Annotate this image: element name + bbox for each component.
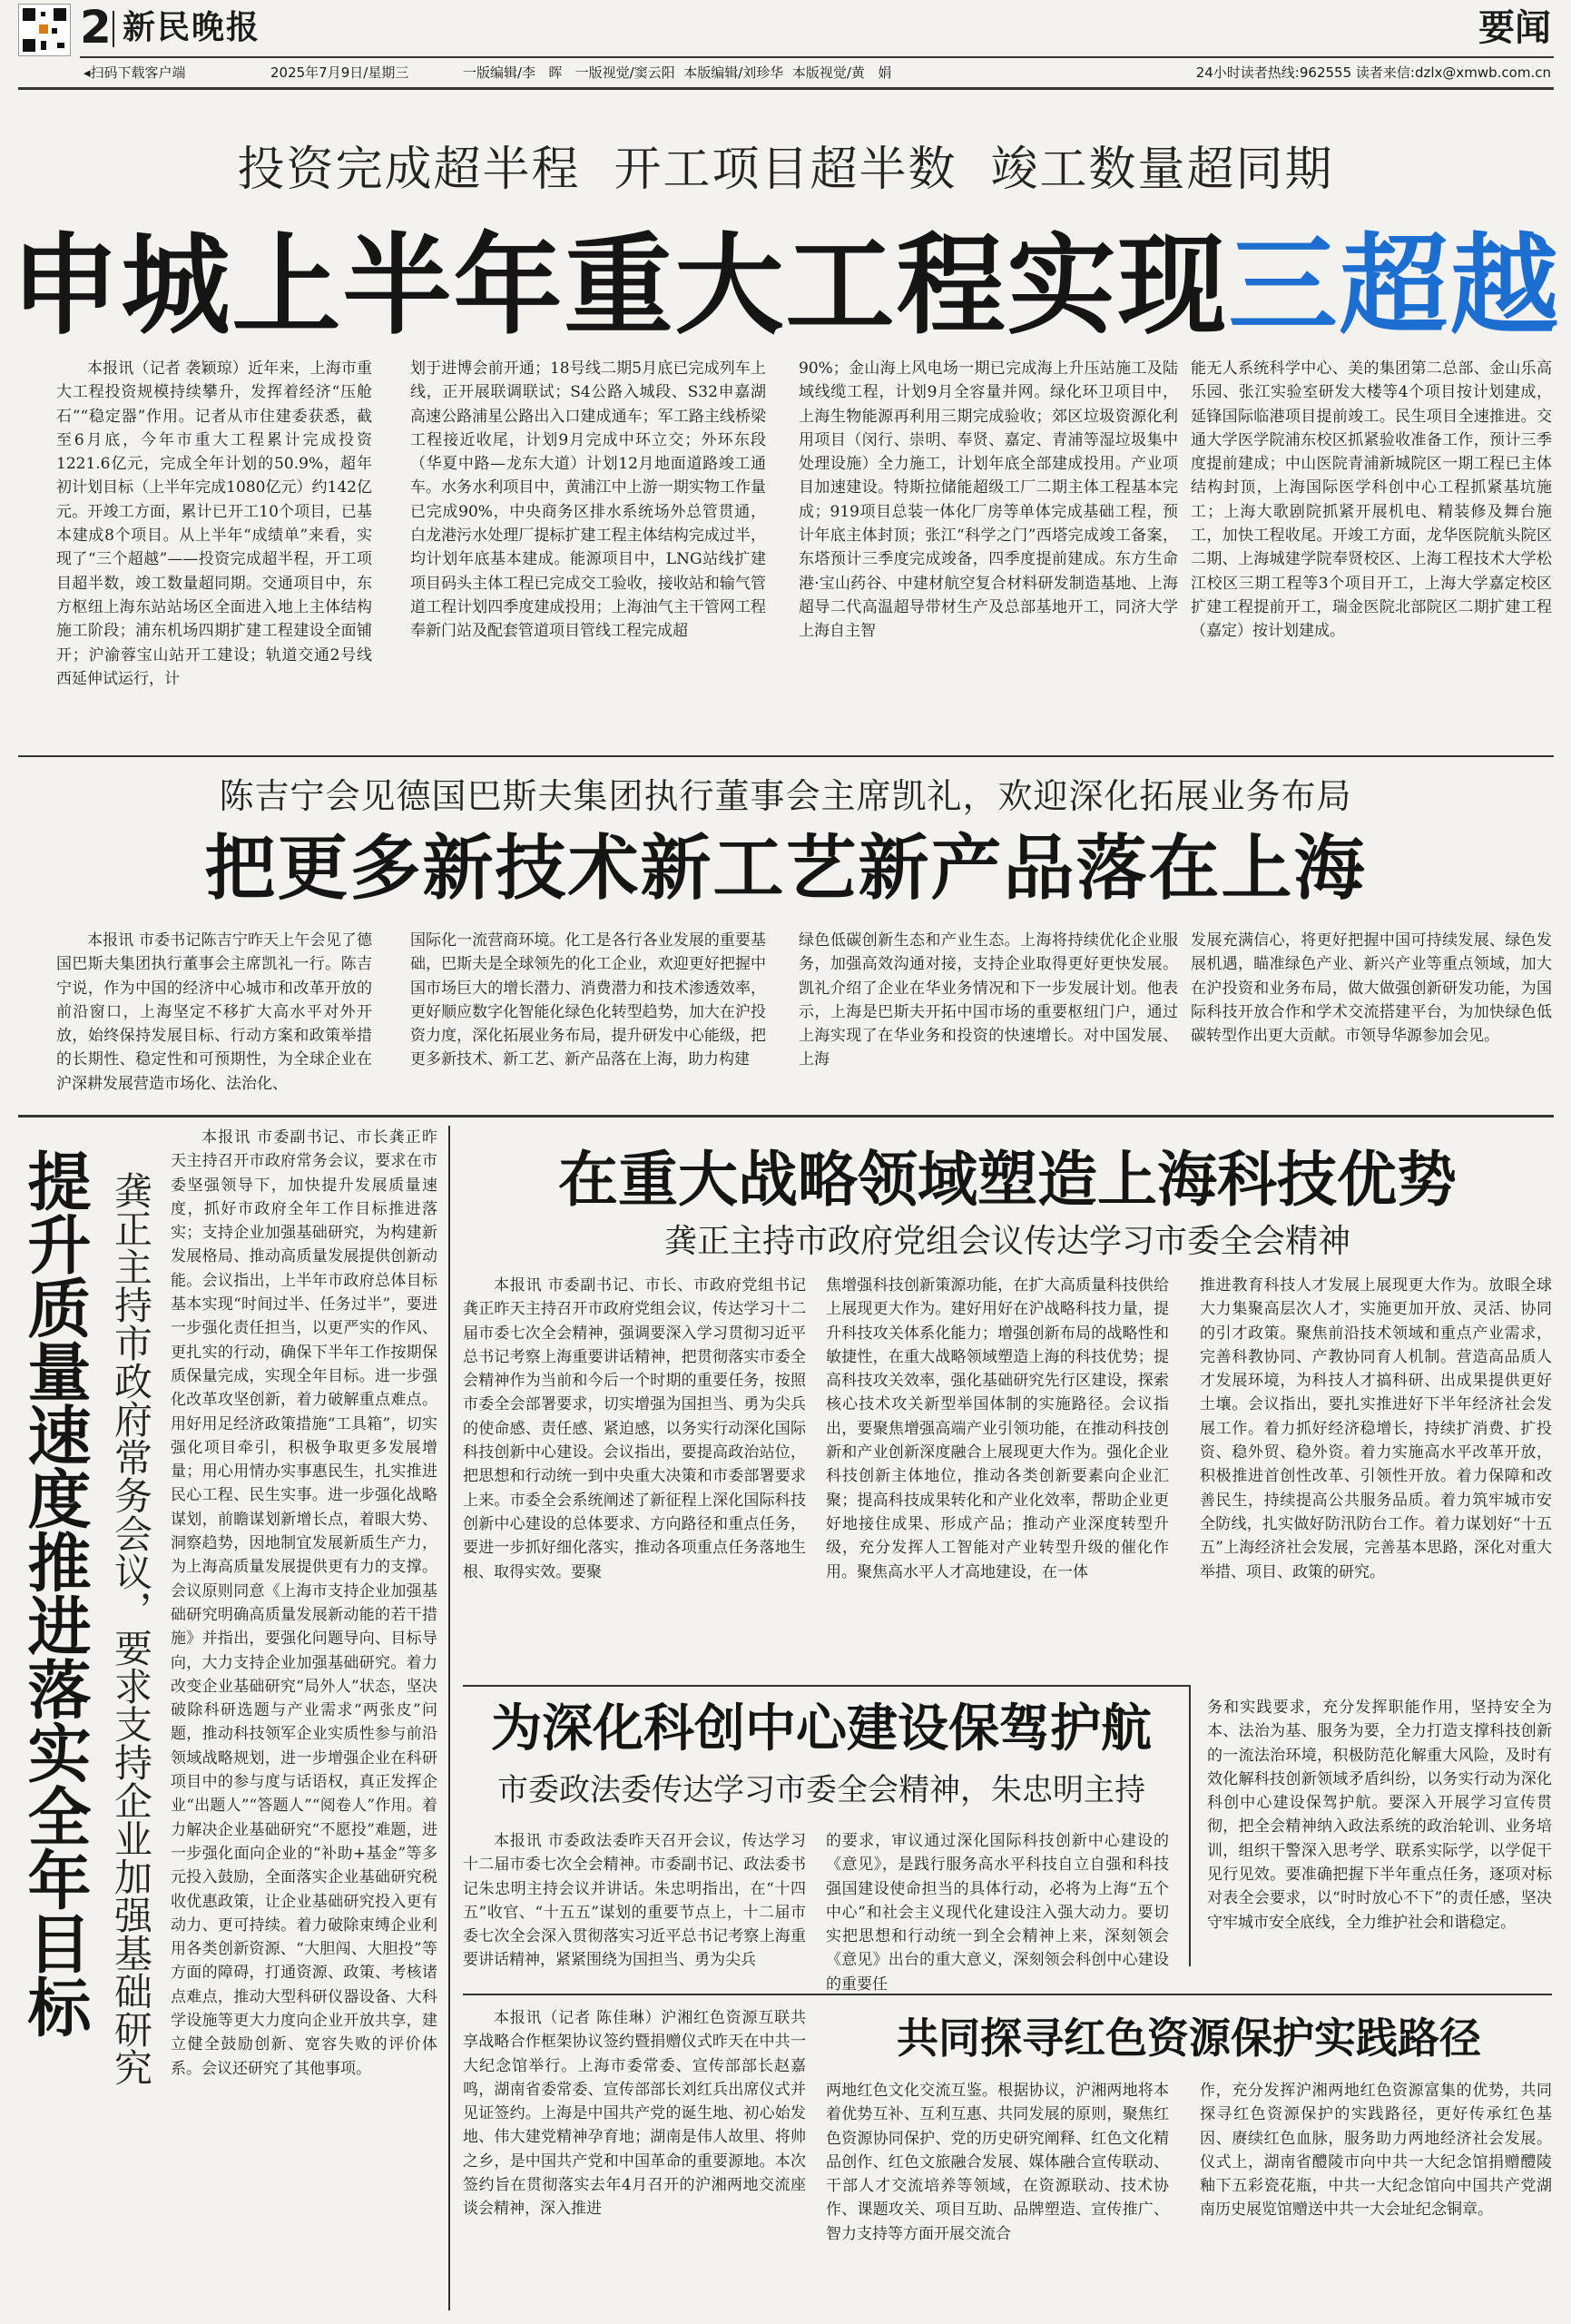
story4-bottom-rule [463, 1685, 1189, 1687]
story1-column-2: 划于进博会前开通；18号线二期5月底已完成列车上线，正开展联调联试；S4公路入城段、S32申嘉湖高速公路浦星公路出入口建成通车；军工路主线桥梁工程接近收尾，计划9月完成中环立交；外环东段（华夏中路—龙东大道）计划12月地面道路竣工通车。水务水利项目中，黄浦江中上游一期实物工作量已完成90%，中央商务区排水系统场外总管贯通，白龙港污水处理厂提标扩建工程主体结构完成过半，均计划年底基本建成。能源项目中，LNG站线扩建项目码头主体工程已完成交工验收，接收站和输气管道工程计划四季度建成投用；上海油气主干管网工程奉新门站及配套管道项目管线工程完成超 [410, 359, 766, 641]
story2-column-3: 绿色低碳创新生态和产业生态。上海将持续优化企业服务，加强高效沟通对接，支持企业取得更好更快发展。凯礼介绍了企业在华业务情况和下一步发展计划。他表示，上海是巴斯夫开拓中国市场的重要枢纽门户，通过上海实现了在华业务和投资的快速增长。对中国发展、上海 [799, 931, 1178, 1069]
story5-headline: 为深化科创中心建设保驾护航 [491, 1699, 1152, 1758]
story6-headline: 共同探寻红色资源保护实践路径 [897, 2014, 1481, 2063]
header-divider [113, 11, 114, 47]
story3-body-area [18, 1126, 437, 2310]
story5-subhead: 市委政法委传达学习市委全会精神，朱忠明主持 [497, 1772, 1145, 1808]
story4-column-3: 推进教育科技人才发展上展现更大作为。放眼全球大力集聚高层次人才，实施更加开放、灵活、协同的引才政策。聚焦前沿技术领域和重点产业需求，完善科教协同、产教协同育人机制。营造高品质人才发展环境，为科技人才搞科研、出成果提供更好土壤。会议指出，要扎实推进好下半年经济社会发展工作。着力抓好经济稳增长，持续扩消费、扩投资、稳外贸、稳外资。着力实施高水平改革开放，积极推进首创性改革、引领性开放。着力保障和改善民生，持续提高公共服务品质。着力筑牢城市安全防线，扎实做好防汛防台工作。着力谋划好“十五五”上海经济社会发展，完善基本思路，深化对重大举措、项目、政策的研究。 [1200, 1276, 1552, 1581]
section-name: 要闻 [1478, 7, 1551, 49]
story2-kicker: 陈吉宁会见德国巴斯夫集团执行董事会主席凯礼，欢迎深化拓展业务布局 [219, 776, 1352, 816]
story6-column-1: 本报讯（记者 陈佳琳）沪湘红色资源互联共享战略合作框架协议签约暨捐赠仪式昨天在中共一大纪念馆举行。上海市委常委、宣传部部长赵嘉鸣，湖南省委常委、宣传部部长刘红兵出席仪式并见证签约。上海是中国共产党的诞生地、初心始发地、伟大建党精神孕育地；湖南是伟人故里、将帅之乡，是中国共产党和中国革命的重要源地。本次签约旨在贯彻落实去年4月召开的沪湘两地交流座谈会精神，深入推进 [463, 2009, 806, 2219]
header-top-rule [80, 56, 1554, 58]
story4-column-2: 焦增强科技创新策源功能，在扩大高质量科技供给上展现更大作为。建好用好在沪战略科技力量，提升科技攻关体系化能力；增强创新布局的战略性和敏捷性，在重大战略领域塑造上海的科技优势；提高科技攻关效率，强化基础研究先行区建设，探索核心技术攻关新型举国体制的实施路径。会议指出，要聚焦增强高端产业引领功能，在推动科技创新和产业创新深度融合上展现更大作为。强化企业科技创新主体地位，推动各类创新要素向企业汇聚；提高科技成果转化和产业化效率，帮助企业更好地接住成果、形成产品；推动产业深度转型升级，充分发挥人工智能对产业转型升级的催化作用。聚焦高水平人才高地建设，在一体 [826, 1276, 1169, 1581]
page-number: 2 [80, 1, 112, 54]
story5-bottom-rule [463, 1994, 1552, 1995]
story1-headline-main: 申城上半年重大工程实现 [10, 223, 1229, 350]
story5-column-2: 的要求，审议通过深化国际科技创新中心建设的《意见》，是践行服务高水平科技自立自强和科技强国建设使命担当的具体行动，必将为上海“五个中心”和社会主义现代化建设注入强大动力。要切实把思想和行动统一到全会精神上来，深刻领会《意见》出台的重大意义，深刻领会科创中心建设的重要任 [826, 1832, 1169, 1994]
story4-headline: 在重大战略领域塑造上海科技优势 [558, 1145, 1457, 1215]
story2-bottom-rule [18, 1115, 1554, 1118]
story1-headline [0, 225, 1571, 349]
masthead: 新民晚报 [123, 8, 261, 46]
story4-subhead: 龚正主持市政府党组会议传达学习市委全会精神 [663, 1223, 1350, 1260]
story2-headline: 把更多新技术新工艺新产品落在上海 [204, 828, 1367, 910]
story1-column-3: 90%；金山海上风电场一期已完成海上升压站施工及陆域线缆工程，计划9月全容量并网。绿化环卫项目中，上海生物能源再利用三期完成验收；郊区垃圾资源化利用项目（闵行、崇明、奉贤、嘉定、青浦等湿垃圾集中处理设施）全力施工，计划年底全部建成投用。产业项目加速建设。特斯拉储能超级工厂二期主体工程基本完成；919项目总装一体化厂房等单体完成基础工程，预计年底主体封顶；张江“科学之门”西塔完成竣工备案，东塔预计三季度完成竣备，四季度提前建成。东方生命港·宝山药谷、中建材航空复合材料研发制造基地、上海超导二代高温超导带材生产及总部基地开工，同济大学上海自主智 [799, 359, 1178, 641]
story1-headline-accent: 三超越 [1228, 223, 1561, 350]
story2-column-1: 本报讯 市委书记陈吉宁昨天上午会见了德国巴斯夫集团执行董事会主席凯礼一行。陈吉宁说，作为中国的经济中心城市和改革开放的前沿窗口，上海坚定不移扩大高水平对外开放，始终保持发展目标、行动方案和政策举措的长期性、稳定性和可预期性，为全球企业在沪深耕发展营造市场化、法治化、 [56, 931, 372, 1093]
story1-kicker: 投资完成超半程 开工项目超半数 竣工数量超同期 [237, 143, 1334, 197]
story3-body: 本报讯 市委副书记、市长龚正昨天主持召开市政府常务会议，要求在市委坚强领导下，加快提升发展质量速度，抓好市政府全年工作目标推进落实；支持企业加强基础研究，为构建新发展格局、推动高质量发展提供创新动能。会议指出，上半年市政府总体目标基本实现“时间过半、任务过半”，要进一步强化责任担当，以更严实的作风、更扎实的行动，确保下半年工作按期保质保量完成，实现全年目标。进一步强化改革攻坚创新，着力破解重点难点。用好用足经济政策措施“工具箱”，切实强化项目牵引，积极争取更多发展增量；用心用情办实事惠民生，扎实推进民心工程、民生实事。进一步强化战略谋划，前瞻谋划新增长点，着眼大势、洞察趋势，因地制宜发展新质生产力，为上海高质量发展提供更有力的支撑。会议原则同意《上海市支持企业加强基础研究明确高质量发展新动能的若干措施》并指出，要强化问题导向、目标导向，大力支持企业加强基础研究。着力改变企业基础研究“局外人”状态，坚决破除科研选题与产业需求“两张皮”问题，推动科技领军企业实质性参与前沿领域战略规划，进一步增强企业在科研项目中的参与度与话语权，真正发挥企业“出题人”“答题人”“阅卷人”作用。着力解决企业基础研究“不愿投”难题，进一步强化面向企业的“补助+基金”等多元投入鼓励，全面落实企业基础研究税收优惠政策，让企业基础研究投入更有动力、更可持续。着力破除束缚企业利用各类创新资源、“大胆闯、大胆投”等方面的障碍，打通资源、政策、考核诸点难点，推动大型科研仪器设备、大科学设施等更大力度向企业开放共享，建立健全鼓励创新、宽容失败的评价体系。会议还研究了其他事项。 [171, 1128, 437, 2078]
story3-float-spacer [18, 1126, 171, 2152]
reader-hotline: 24小时读者热线:962555 读者来信:dzlx@xmwb.com.cn [1195, 64, 1551, 81]
story4-column-1: 本报讯 市委副书记、市长、市政府党组书记龚正昨天主持召开市政府党组会议，传达学习十二届市委七次全会精神，强调要深入学习贯彻习近平总书记考察上海重要讲话精神，把贯彻落实市委全会精神作为当前和今后一个时期的重要任务，按照市委全会部署要求，切实增强为国担当、勇为尖兵的使命感、责任感、紧迫感，以务实行动深化国际科技创新中心建设。会议指出，要提高政治站位，把思想和行动统一到中央重大决策和市委部署要求上来。市委全会系统阐述了新征程上深化国际科技创新中心建设的总体要求、方向路径和重点任务，要进一步抓好细化落实，推动各项重点任务落地生根、取得实效。要聚 [463, 1276, 806, 1581]
story5-column-1: 本报讯 市委政法委昨天召开会议，传达学习十二届市委七次全会精神。市委副书记、政法委书记朱忠明主持会议并讲话。朱忠明指出，在“十四五”收官、“十五五”谋划的重要节点上，十二届市委七次全会深入贯彻落实习近平总书记考察上海重要讲话精神，紧紧围绕为国担当、勇为尖兵 [463, 1832, 806, 1970]
story5-column-3: 务和实践要求，充分发挥职能作用，坚持安全为本、法治为基、服务为要，全力打造支撑科技创新的一流法治环境，积极防范化解重大风险，及时有效化解科技创新领域矛盾纠纷，以务实行动为深化科创中心建设保驾护航。要深入开展学习宣传贯彻，把全会精神纳入政法系统的政治轮训、业务培训，组织干警深入思考学、联系实际学，以学促干见行见效。要准确把握下半年重点任务，逐项对标对表全会要求，以“时时放心不下”的责任感，坚决守牢城市安全底线，全力维护社会和谐稳定。 [1207, 1699, 1552, 1932]
scan-hint: ◂扫码下载客户端 [83, 64, 186, 81]
date-line: 2025年7月9日/星期三 [270, 64, 409, 81]
story1-bottom-rule [18, 755, 1554, 757]
story3-headline: 提升质量速度推进落实全年目标 [17, 1148, 92, 2038]
story3-subhead: 龚正主持市政府常务会议，要求支持企业加强基础研究 [109, 1171, 153, 2086]
story2-column-2: 国际化一流营商环境。化工是各行各业发展的重要基础，巴斯夫是全球领先的化工企业，欢迎更好把握中国市场巨大的增长潜力、消费潜力和技术渗透效率，更好顺应数字化智能化绿色化转型趋势，加大在沪投资力度，深化拓展业务布局，提升研发中心能级，把更多新技术、新工艺、新产品落在上海，助力构建 [410, 931, 766, 1069]
editor-credits: 一版编辑/李 晖 一版视觉/窦云阳 本版编辑/刘珍华 本版视觉/黄 娟 [463, 64, 892, 81]
story6-column-3: 作，充分发挥沪湘两地红色资源富集的优势，共同探寻红色资源保护的实践路径，更好传承红色基因、赓续红色血脉，服务助力两地经济社会发展。仪式上，湖南省醴陵市向中共一大纪念馆捐赠醴陵釉下五彩瓷花瓶，中共一大纪念馆向中国共产党湖南历史展览馆赠送中共一大会址纪念铜章。 [1200, 2082, 1552, 2220]
story1-column-4: 能无人系统科学中心、美的集团第二总部、金山乐高乐园、张江实验室研发大楼等4个项目按计划建成，延锋国际临港项目提前竣工。民生项目全速推进。交通大学医学院浦东校区抓紧验收准备工作，预计三季度提前建成；中山医院青浦新城院区一期工程已主体结构封顶，上海国际医学科创中心工程抓紧基坑施工；上海大歌剧院抓紧开展机电、精装修及舞台施工，加快工程收尾。开竣工方面，龙华医院航头院区二期、上海城建学院奉贤校区、上海工程技术大学松江校区三期工程等3个项目开工，上海大学嘉定校区扩建工程提前开工，瑞金医院北部院区二期扩建工程（嘉定）按计划建成。 [1191, 359, 1552, 641]
story5-column-rule [1189, 1685, 1191, 1966]
qr-code[interactable] [18, 4, 71, 56]
story2-column-4: 发展充满信心，将更好把握中国可持续发展、绿色发展机遇，瞄准绿色产业、新兴产业等重点领域，加大在沪投资和业务布局，做大做强创新研发功能，为国际科技开放合作和学术交流搭建平台，为加快绿色低碳转型作出更大贡献。市领导华源参加会见。 [1191, 931, 1552, 1046]
header-bottom-rule [18, 87, 1554, 90]
story3-right-rule [448, 1126, 450, 2310]
story1-column-1: 本报讯（记者 袭颖琼）近年来，上海市重大工程投资规模持续攀升，发挥着经济“压舱石”“稳定器”作用。记者从市住建委获悉，截至6月底，今年市重大工程累计完成投资1221.6亿元，完成全年计划的50.9%，超年初计划目标（上半年完成1080亿元）约142亿元。开竣工方面，累计已开工10个项目，已基本建成8个项目。从上半年“成绩单”来看，实现了“三个超越”——投资完成超半程，开工项目超半数，竣工数量超同期。交通项目中，东方枢纽上海东站站场区全面进入地上主体结构施工阶段；浦东机场四期扩建工程建设全面铺开；沪渝蓉宝山站开工建设；轨道交通2号线西延伸试运行，计 [56, 359, 372, 688]
story6-column-2: 两地红色文化交流互鉴。根据协议，沪湘两地将本着优势互补、互利互惠、共同发展的原则，聚焦红色资源协同保护、党的历史研究阐释、红色文化精品创作、红色文旅融合发展、媒体融合宣传联动、干部人才交流培养等领域，在资源联动、技术协作、课题攻关、项目互助、品牌塑造、宣传推广、智力支持等方面开展交流合 [826, 2082, 1169, 2243]
